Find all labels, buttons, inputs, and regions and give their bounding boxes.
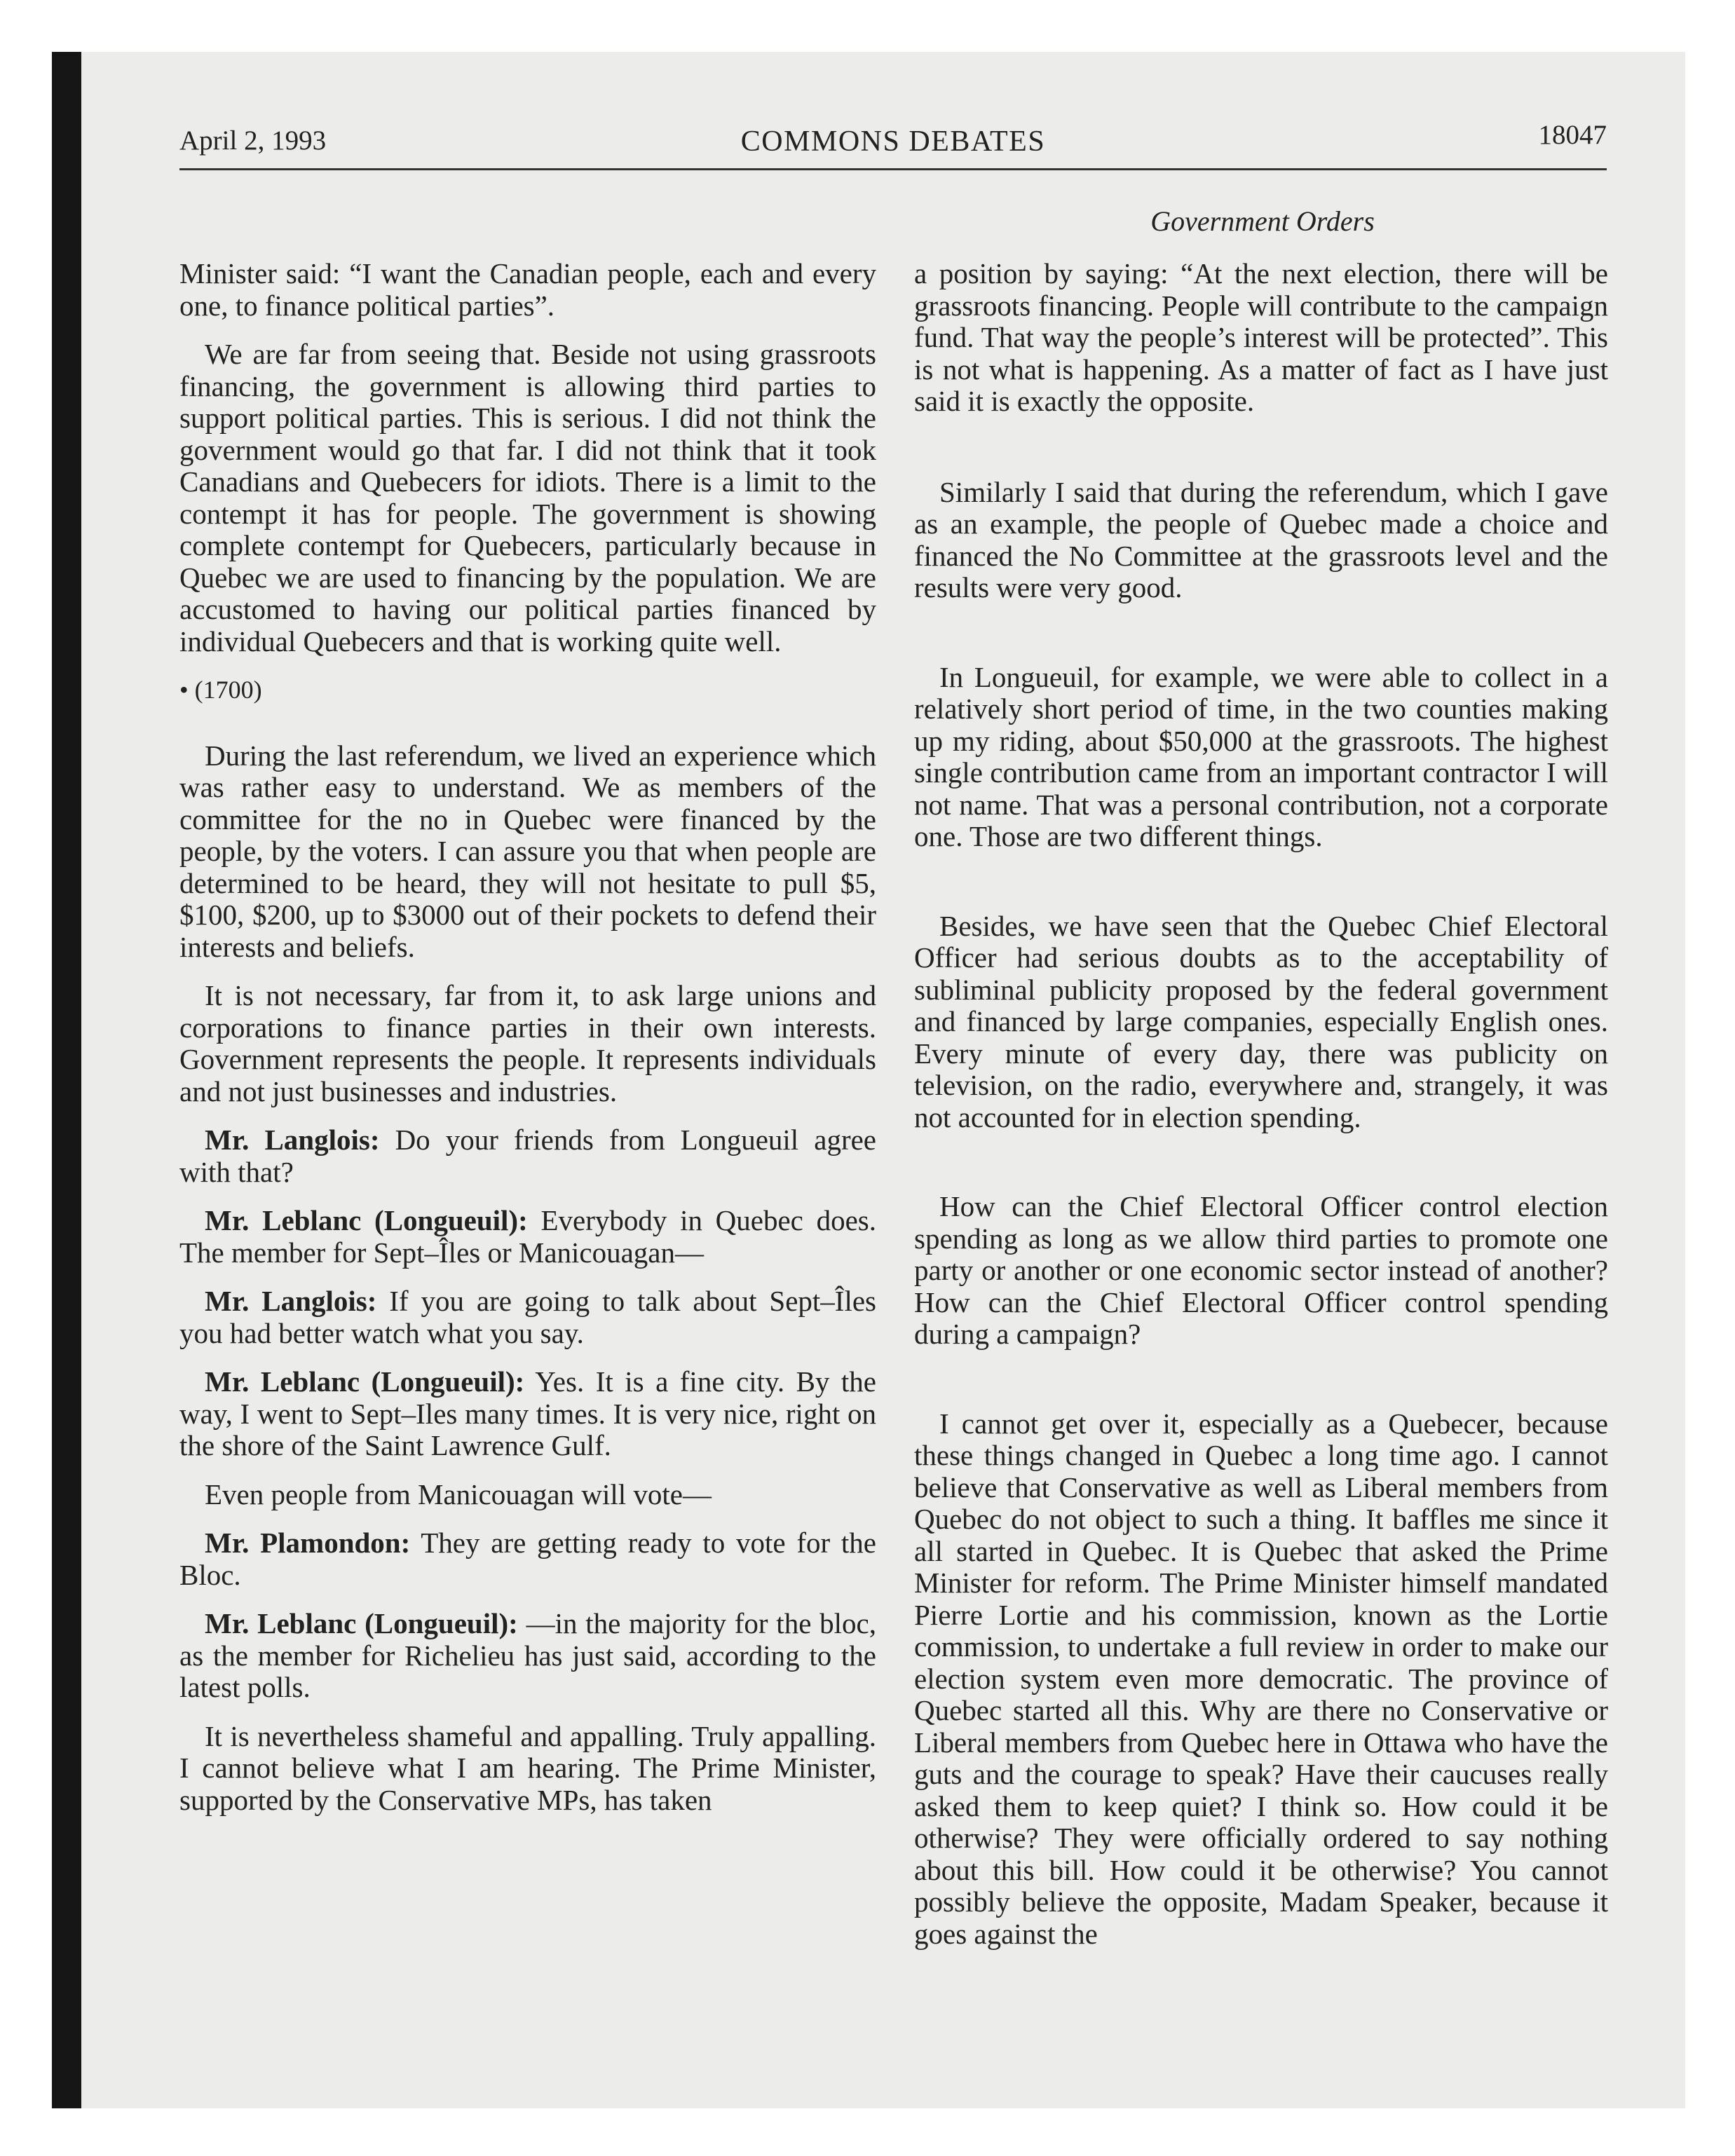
speaker-name: Mr. Leblanc (Longueuil): xyxy=(205,1607,518,1639)
paragraph: Besides, we have seen that the Quebec Chief Electoral Officer had serious doubts as to the acceptability of subliminal publicity proposed by the federal government and financed by large companies, especially English ones. Every minute of every day, there was publicity on television, on the radio, everywhere and, strangely, it was not accounted for in election spending. xyxy=(914,909,1608,1133)
header-page-number: 18047 xyxy=(1538,120,1607,150)
speaker-name: Mr. Leblanc (Longueuil): xyxy=(205,1204,528,1236)
speaker-name: Mr. Leblanc (Longueuil): xyxy=(205,1365,525,1398)
timestamp: • (1700) xyxy=(179,676,262,704)
paragraph: How can the Chief Electoral Officer control election spending as long as we allow third parties to promote one party or another or one economic sector instead of another? How can the Chief Electoral Officer control spending during a campaign? xyxy=(914,1190,1608,1350)
speech: Mr. Langlois: If you are going to talk about Sept–Îles you had better watch what you say. xyxy=(179,1285,877,1349)
speech: Mr. Leblanc (Longueuil): Yes. It is a fine city. By the way, I went to Sept–Iles many times. It is very nice, right on the shore of the Saint Lawrence Gulf. xyxy=(179,1365,876,1461)
right-column xyxy=(914,258,1608,2007)
paragraph: It is not necessary, far from it, to ask large unions and corporations to finance parties in their own interests. Government represents the people. It represents individuals and not just businesses and industries. xyxy=(179,979,876,1107)
section-title: Government Orders xyxy=(1150,205,1375,237)
paragraph: Minister said: “I want the Canadian people, each and every one, to finance political parties”. xyxy=(179,257,876,322)
paragraph: Even people from Manicouagan will vote— xyxy=(205,1478,712,1510)
header-publication: COMMONS DEBATES xyxy=(740,125,1046,158)
paragraph: It is nevertheless shameful and appalling. Truly appalling. I cannot believe what I am hearing. The Prime Minister, supported by the Conservative MPs, has taken xyxy=(179,1719,876,1816)
header-rule xyxy=(179,168,1607,170)
speaker-name: Mr. Langlois: xyxy=(205,1285,377,1317)
speech: Mr. Plamondon: They are getting ready to vote for the Bloc. xyxy=(179,1527,876,1591)
speech: Mr. Leblanc (Longueuil): —in the majority for the bloc, as the member for Richelieu has just said, according to the latest polls. xyxy=(179,1607,876,1703)
paragraph: a position by saying: “At the next election, there will be grassroots financing. People will contribute to the campaign fund. That way the people’s interest will be protected”. This is not what is happening. As a matter of fact as I have just said it is exactly the opposite. xyxy=(914,257,1608,417)
header-date: April 2, 1993 xyxy=(179,125,327,156)
left-column xyxy=(179,258,876,1833)
speech: Mr. Leblanc (Longueuil): Everybody in Quebec does. The member for Sept–Îles or Manicouagan— xyxy=(179,1204,876,1269)
page-header xyxy=(179,120,1607,170)
speaker-name: Mr. Langlois: xyxy=(205,1124,380,1156)
speaker-name: Mr. Plamondon: xyxy=(205,1527,411,1559)
speech: Mr. Langlois: Do your friends from Longueuil agree with that? xyxy=(179,1124,877,1188)
paragraph: We are far from seeing that. Beside not using grassroots financing, the government is allowing third parties to support political parties. This is serious. I did not think the government would go that far. I did not think that it took Canadians and Quebecers for idiots. There is a limit to the contempt it has for people. The government is showing complete contempt for Quebecers, particularly because in Quebec we are used to financing by the population. We are accustomed to having our political parties financed by individual Quebecers and that is working quite well. xyxy=(179,338,876,657)
paragraph: I cannot get over it, especially as a Quebecer, because these things changed in Quebec a long time ago. I cannot believe that Conservative as well as Liberal members from Quebec do not object to such a thing. It baffles me since it all started in Quebec. It is Quebec that asked the Prime Minister for reform. The Prime Minister himself mandated Pierre Lortie and his commission, known as the Lortie commission, to undertake a full review in order to make our election system even more democratic. The province of Quebec started all this. Why are there no Conservative or Liberal members from Quebec here in Ottawa who have the guts and the courage to speak? Have their caucuses really asked them to keep quiet? I think so. How could it be otherwise? They were officially ordered to say nothing about this bill. How could it be otherwise? You cannot possibly believe the opposite, Madam Speaker, because it goes against the xyxy=(914,1407,1608,1950)
paragraph: During the last referendum, we lived an experience which was rather easy to understand. We as members of the committee for the no in Quebec were financed by the people, by the voters. I can assure you that when people are determined to be heard, they will not hesitate to pull $5, $100, $200, up to $3000 out of their pockets to defend their interests and beliefs. xyxy=(179,739,876,963)
paragraph: Similarly I said that during the referendum, which I gave as an example, the people of Quebec made a choice and financed the No Committee at the grassroots level and the results were very good. xyxy=(914,475,1608,603)
paragraph: In Longueuil, for example, we were able to collect in a relatively short period of time, in the two counties making up my riding, about $50,000 at the grassroots. The highest single contribution came from an important contractor I will not name. That was a personal contribution, not a corporate one. Those are two different things. xyxy=(914,660,1608,852)
scan-edge-bar xyxy=(52,52,81,2108)
